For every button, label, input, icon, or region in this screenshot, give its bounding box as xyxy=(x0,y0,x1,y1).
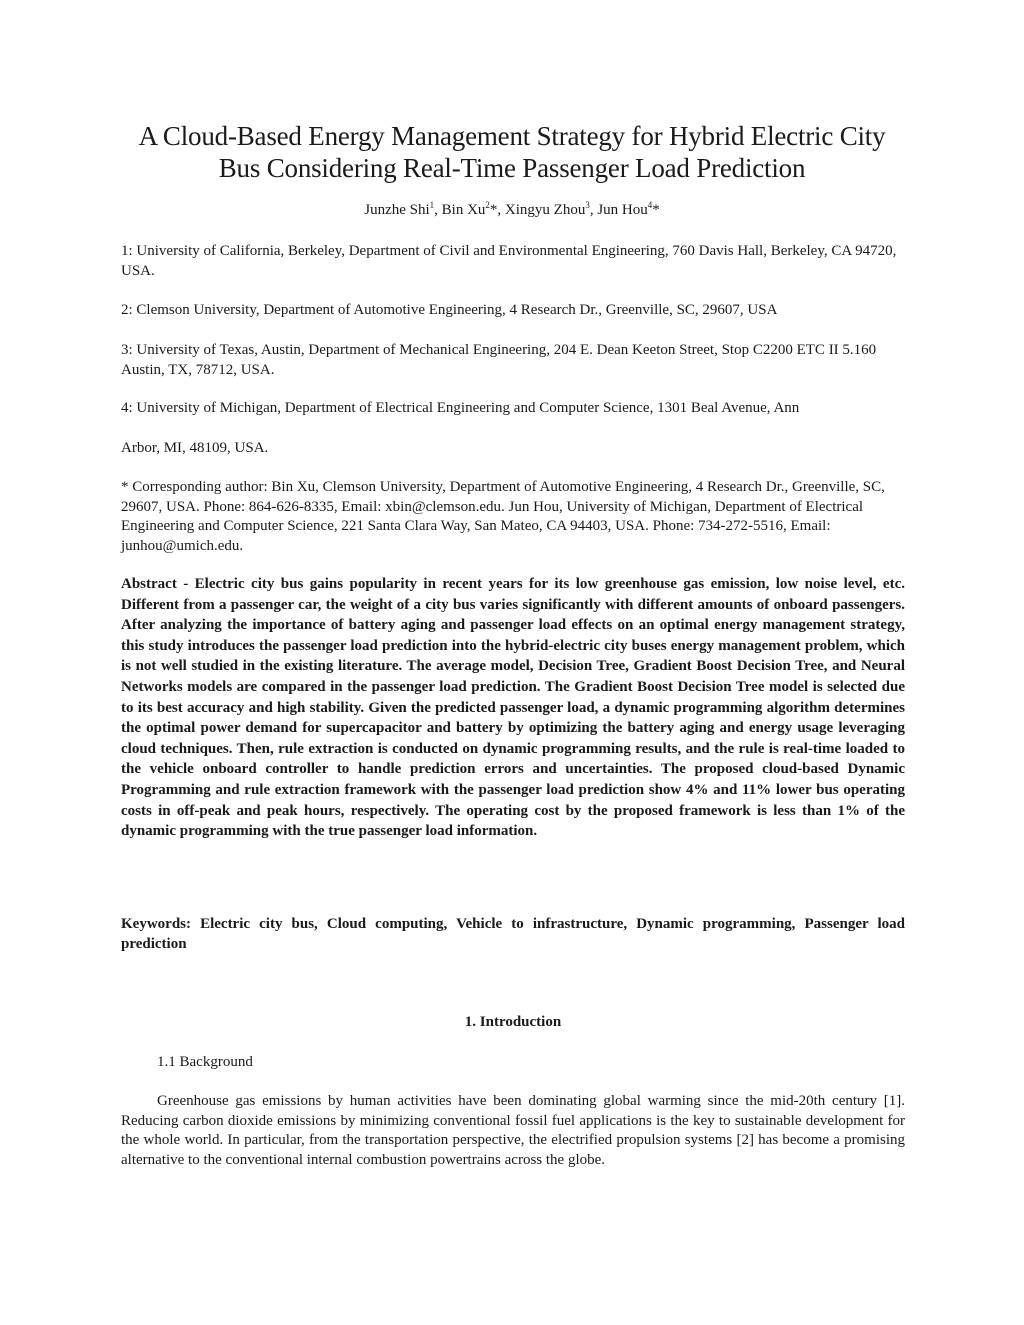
author-affiliation-mark: 4 xyxy=(647,200,653,210)
affiliation-1: 1: University of California, Berkeley, Department of Civil and Environmental Engineering, 760 Davis Hall, Berkeley, CA 94720, USA. xyxy=(121,243,897,279)
author-separator: , xyxy=(434,202,442,218)
author-affiliation-mark: 1 xyxy=(429,200,435,210)
keywords: Keywords: Electric city bus, Cloud computing, Vehicle to infrastructure, Dynamic programming, Passenger load prediction xyxy=(121,916,905,952)
author-separator: , xyxy=(589,202,598,218)
abstract: Abstract - Electric city bus gains popularity in recent years for its low greenhouse gas emission, low noise level, etc. Different from a passenger car, the weight of a city bus varies significantly with different amounts of onboard passengers. After analyzing the importance of battery aging and passenger load effects on an optimal energy management strategy, this study introduces the passenger load prediction into the hybrid-electric city buses energy management problem, which is not well studied in the existing literature. The average model, Decision Tree, Gradient Boost Decision Tree, and Neural Networks models are compared in the passenger load prediction. The Gradient Boost Decision Tree model is selected due to its best accuracy and high stability. Given the predicted passenger load, a dynamic programming algorithm determines the optimal power demand for supercapacitor and battery by optimizing the battery aging and energy usage leveraging cloud techniques. Then, rule extraction is conducted on dynamic programming results, and the rule is real-time loaded to the vehicle onboard controller to handle prediction errors and uncertainties. The proposed cloud-based Dynamic Programming and rule extraction framework with the passenger load prediction show 4% and 11% lower bus operating costs in off-peak and peak hours, respectively. The operating cost by the proposed framework is less than 1% of the dynamic programming with the true passenger load information. xyxy=(121,576,905,840)
author-name: Junzhe Shi xyxy=(364,202,430,218)
author-separator: *, xyxy=(489,202,505,218)
corresponding-author: * Corresponding author: Bin Xu, Clemson University, Department of Automotive Engineering, 4 Research Dr., Greenville, SC, 29607, USA. Phone: 864-626-8335, Email: xbin@clemson.edu. Jun Hou, University of Michigan, Department of Electrical Engineering and Computer Science, 221 Santa Clara Way, San Mateo, CA 94403, USA. Phone: 734-272-5516, Email: junhou@umich.edu. xyxy=(121,479,885,554)
paper-title xyxy=(100,120,924,184)
affiliation-4-line-1: 4: University of Michigan, Department of Electrical Engineering and Computer Science, 1301 Beal Avenue, Ann xyxy=(121,400,800,416)
title-line-2: Bus Considering Real-Time Passenger Load Prediction xyxy=(218,153,806,183)
affiliation-2: 2: Clemson University, Department of Automotive Engineering, 4 Research Dr., Greenville, SC, 29607, USA xyxy=(121,302,778,318)
intro-paragraph: Greenhouse gas emissions by human activities have been dominating global warming since the mid-20th century [1]. Reducing carbon dioxide emissions by minimizing conventional fossil fuel applications is the key to sustainable development for the whole world. In particular, from the transportation perspective, the electrified propulsion systems [2] has become a promising alternative to the conventional internal combustion powertrains across the globe. xyxy=(121,1093,905,1168)
author-name: Bin Xu xyxy=(441,202,486,218)
author-list xyxy=(100,200,924,220)
author-name: Jun Hou xyxy=(597,202,648,218)
subsection-heading: 1.1 Background xyxy=(157,1054,253,1070)
affiliation-3: 3: University of Texas, Austin, Department of Mechanical Engineering, 204 E. Dean Keeton Street, Stop C2200 ETC II 5.160 Austin, TX, 78712, USA. xyxy=(121,342,877,378)
title-line-1: A Cloud-Based Energy Management Strategy for Hybrid Electric City xyxy=(138,121,886,151)
author-affiliation-mark: 3 xyxy=(585,200,590,210)
section-heading: 1. Introduction xyxy=(464,1014,562,1030)
affiliation-4-line-2: Arbor, MI, 48109, USA. xyxy=(121,440,269,456)
author-affiliation-mark: 2 xyxy=(485,200,490,210)
author-separator: * xyxy=(652,202,660,218)
author-name: Xingyu Zhou xyxy=(504,202,586,218)
